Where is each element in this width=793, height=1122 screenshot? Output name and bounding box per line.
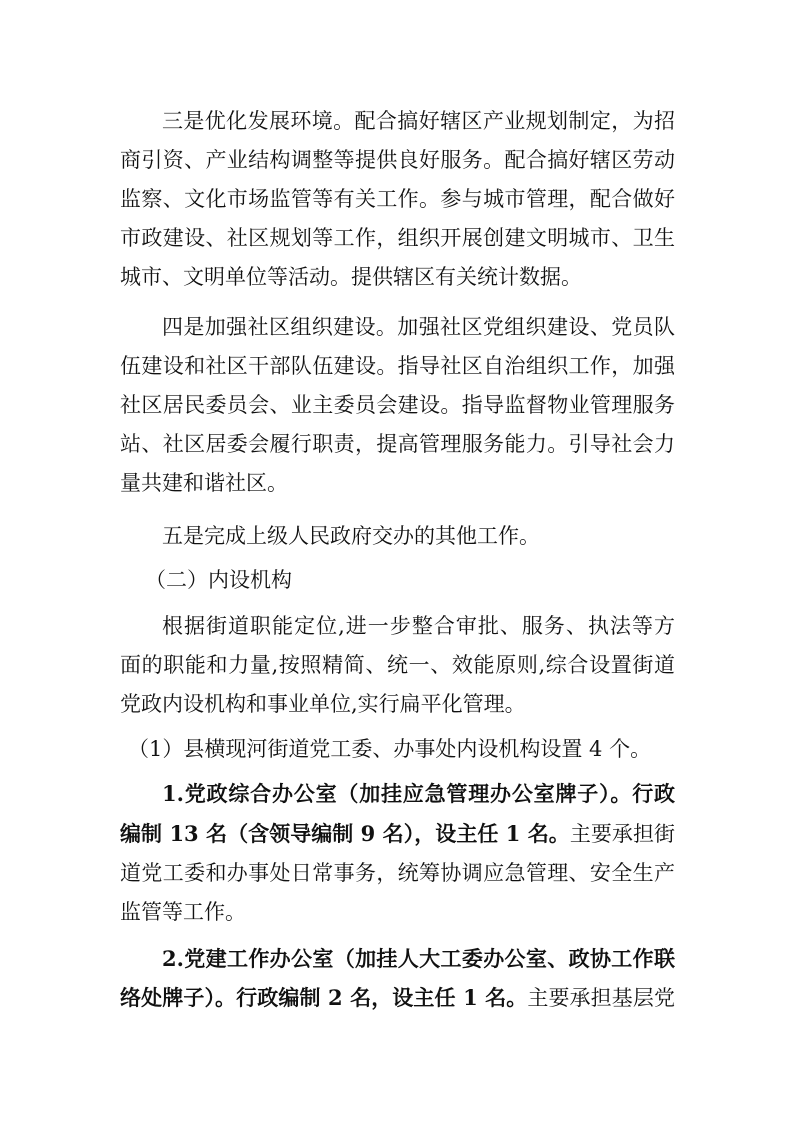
item-intro: （1）县横现河街道党工委、办事处内设机构设置 4 个。 xyxy=(128,737,652,761)
paragraph-line: 社区居民委员会、业主委员会建设。指导监督物业管理服务 xyxy=(120,393,675,417)
paragraph-line: 城市、文明单位等活动。提供辖区有关统计数据。 xyxy=(120,265,582,289)
paragraph-line: 三是优化发展环境。配合搞好辖区产业规划制定，为招 xyxy=(162,109,675,133)
office-line xyxy=(120,984,675,1012)
paragraph-line: 市政建设、社区规划等工作，组织开展创建文明城市、卫生 xyxy=(120,226,675,250)
office-heading: 2.党建工作办公室（加挂人大工委办公室、政协工作联 xyxy=(162,946,675,971)
paragraph-line: 面的职能和力量,按照精简、统一、效能原则,综合设置街道 xyxy=(120,653,675,677)
office-line xyxy=(120,820,675,848)
section-heading: （二）内设机构 xyxy=(145,568,292,592)
paragraph-line: 党政内设机构和事业单位,实行扁平化管理。 xyxy=(120,692,526,716)
office-text: 主要承担街 xyxy=(569,822,675,846)
paragraph-line: 监察、文化市场监管等有关工作。参与城市管理，配合做好 xyxy=(120,187,675,211)
paragraph-line: 伍建设和社区干部队伍建设。指导社区自治组织工作，加强 xyxy=(120,354,675,378)
paragraph-line: 站、社区居委会履行职责，提高管理服务能力。引导社会力 xyxy=(120,432,675,456)
office-text: 主要承担基层党 xyxy=(527,986,675,1010)
office-bold-text: 络处牌子）。行政编制 2 名，设主任 1 名。 xyxy=(120,985,528,1010)
paragraph-line: 量共建和谐社区。 xyxy=(120,471,288,495)
paragraph-line: 商引资、产业结构调整等提供良好服务。配合搞好辖区劳动 xyxy=(120,148,675,172)
office-heading: 1.党政综合办公室（加挂应急管理办公室牌子）。行政 xyxy=(162,781,675,806)
paragraph-line: 根据街道职能定位,进一步整合审批、服务、执法等方 xyxy=(162,614,675,638)
paragraph-line: 监管等工作。 xyxy=(120,900,246,924)
office-bold-text: 编制 13 名（含领导编制 9 名），设主任 1 名。 xyxy=(120,821,570,846)
paragraph-line: 四是加强社区组织建设。加强社区党组织建设、党员队 xyxy=(162,315,675,339)
paragraph-line: 道党工委和办事处日常事务，统筹协调应急管理、安全生产 xyxy=(120,861,675,885)
paragraph-line: 五是完成上级人民政府交办的其他工作。 xyxy=(162,524,540,548)
